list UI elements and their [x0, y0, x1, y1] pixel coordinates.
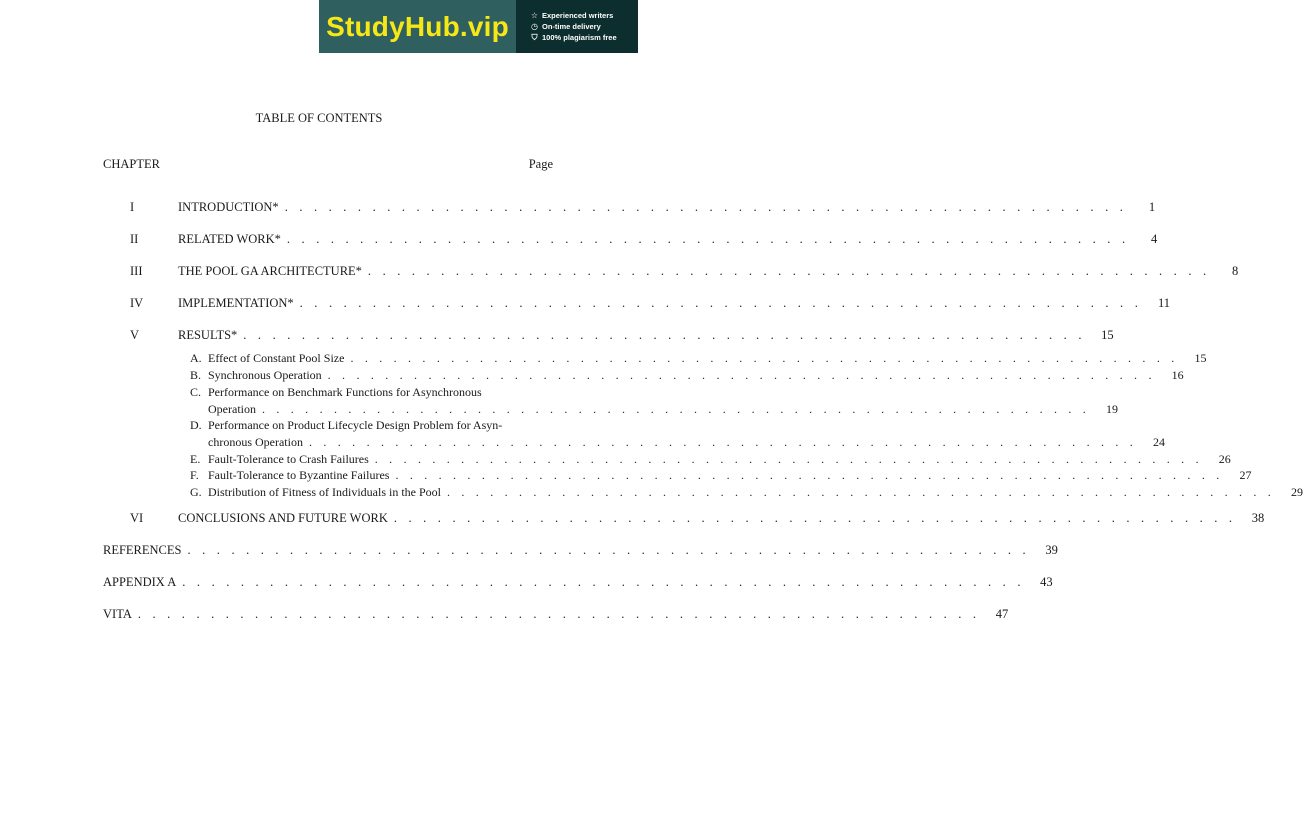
- chapter-number: II: [130, 232, 139, 246]
- entry-title: APPENDIX A: [103, 575, 177, 589]
- section-letter: F.: [190, 468, 199, 482]
- entry-title: Performance on Product Lifecycle Design Problem for Asyn-: [208, 418, 503, 432]
- page-number: 11: [1157, 296, 1171, 310]
- entry-title: REFERENCES: [103, 543, 182, 557]
- dot-leader: . . . . . . . . . . . . . . . . . . . . . . . . . . . . . . . . . . . . . . . . . . . . . . . . . . . . . . . . . .: [243, 328, 1086, 342]
- dot-leader: . . . . . . . . . . . . . . . . . . . . . . . . . . . . . . . . . . . . . . . . . . . . . . . . . . . . . . . . . .: [182, 575, 1025, 589]
- toc-entry[interactable]: [103, 199, 1156, 215]
- section-letter: E.: [190, 452, 201, 466]
- page-title: TABLE OF CONTENTS: [255, 111, 383, 125]
- feature-list: [516, 0, 638, 53]
- chapter-column-header: CHAPTER: [103, 157, 160, 171]
- toc-entry[interactable]: [103, 510, 1265, 526]
- toc-subentry[interactable]: [190, 350, 1207, 366]
- toc-subentry[interactable]: [190, 484, 1303, 500]
- page-number: 39: [1045, 543, 1058, 557]
- toc-entry[interactable]: [103, 295, 1171, 311]
- toc-subentry[interactable]: [190, 384, 553, 400]
- page-number: 38: [1251, 511, 1265, 525]
- toc-entry[interactable]: [103, 542, 1058, 558]
- toc-subentry-continued[interactable]: [190, 434, 1165, 450]
- clock-icon: ◷: [531, 21, 538, 31]
- dot-leader: . . . . . . . . . . . . . . . . . . . . . . . . . . . . . . . . . . . . . . . . . . . . . . . . . . . . . . . . . .: [393, 511, 1237, 525]
- feature-item: [530, 33, 638, 43]
- section-letter: C.: [190, 385, 202, 399]
- page-number: 15: [1194, 351, 1207, 365]
- page-number: 8: [1232, 264, 1239, 278]
- page-column-header: Page: [528, 157, 553, 171]
- entry-title: Effect of Constant Pool Size: [208, 351, 345, 365]
- page-number: 19: [1105, 402, 1118, 416]
- ad-banner[interactable]: [319, 0, 638, 53]
- entry-title: IMPLEMENTATION*: [178, 296, 294, 310]
- toc-entry[interactable]: [103, 231, 1158, 247]
- toc-subentry[interactable]: [190, 467, 1252, 483]
- entry-title: Performance on Benchmark Functions for Asynchronous: [208, 385, 482, 399]
- feature-item: [530, 22, 638, 31]
- toc-entry[interactable]: [103, 327, 1114, 343]
- feature-item: [530, 11, 638, 20]
- toc-entry[interactable]: [103, 574, 1053, 590]
- toc-subentry-continued[interactable]: [190, 401, 1118, 417]
- dot-leader: . . . . . . . . . . . . . . . . . . . . . . . . . . . . . . . . . . . . . . . . . . . . . . . . . . . . . . . . . .: [327, 368, 1156, 382]
- entry-title: RELATED WORK*: [178, 232, 281, 246]
- toc-subentry[interactable]: [190, 367, 1184, 383]
- entry-title-continued: chronous Operation: [208, 435, 303, 449]
- entry-title: Synchronous Operation: [208, 368, 322, 382]
- toc-entry[interactable]: [103, 263, 1239, 279]
- page-number: 43: [1040, 575, 1053, 589]
- dot-leader: . . . . . . . . . . . . . . . . . . . . . . . . . . . . . . . . . . . . . . . . . . . . . . . . . . . . . . . . . .: [261, 402, 1090, 416]
- page-number: 15: [1101, 328, 1114, 342]
- page-number: 29: [1291, 485, 1303, 499]
- chapter-number: I: [130, 200, 135, 214]
- page-number: 26: [1218, 452, 1231, 466]
- dot-leader: . . . . . . . . . . . . . . . . . . . . . . . . . . . . . . . . . . . . . . . . . . . . . . . . . . . . . . . . . .: [137, 607, 981, 621]
- section-letter: A.: [190, 351, 202, 365]
- page-number: 4: [1151, 232, 1158, 246]
- section-letter: G.: [190, 485, 202, 499]
- star-icon: ☆: [530, 10, 539, 20]
- chapter-number: V: [130, 328, 140, 342]
- feature-text: On-time delivery: [542, 21, 601, 31]
- dot-leader: . . . . . . . . . . . . . . . . . . . . . . . . . . . . . . . . . . . . . . . . . . . . . . . . . . . . . . . . . .: [395, 468, 1224, 482]
- entry-title: Distribution of Fitness of Individuals in the Pool: [208, 485, 441, 499]
- entry-title: Fault-Tolerance to Byzantine Failures: [208, 468, 390, 482]
- dot-leader: . . . . . . . . . . . . . . . . . . . . . . . . . . . . . . . . . . . . . . . . . . . . . . . . . . . . . . . . . .: [284, 200, 1128, 214]
- dot-leader: . . . . . . . . . . . . . . . . . . . . . . . . . . . . . . . . . . . . . . . . . . . . . . . . . . . . . . . . . .: [350, 351, 1179, 365]
- toc-subentry[interactable]: [190, 417, 553, 433]
- shield-check-icon: ⛉: [531, 32, 538, 42]
- dot-leader: . . . . . . . . . . . . . . . . . . . . . . . . . . . . . . . . . . . . . . . . . . . . . . . . . . . . . . . . . .: [286, 232, 1130, 246]
- dot-leader: . . . . . . . . . . . . . . . . . . . . . . . . . . . . . . . . . . . . . . . . . . . . . . . . . . . . . . . . . .: [367, 264, 1211, 278]
- entry-title: RESULTS*: [178, 328, 238, 342]
- page-number: 16: [1171, 368, 1184, 382]
- entry-title: Fault-Tolerance to Crash Failures: [208, 452, 369, 466]
- chapter-number: VI: [130, 511, 144, 525]
- page-number: 47: [995, 607, 1009, 621]
- dot-leader: . . . . . . . . . . . . . . . . . . . . . . . . . . . . . . . . . . . . . . . . . . . . . . . . . . . . . . . . . .: [374, 452, 1203, 466]
- page-number: 27: [1239, 468, 1252, 482]
- toc-subentry[interactable]: [190, 451, 1231, 467]
- entry-title: INTRODUCTION*: [178, 200, 279, 214]
- entry-title: THE POOL GA ARCHITECTURE*: [178, 264, 362, 278]
- dot-leader: . . . . . . . . . . . . . . . . . . . . . . . . . . . . . . . . . . . . . . . . . . . . . . . . . . . . . . . . . .: [299, 296, 1143, 310]
- entry-title: VITA: [103, 607, 132, 621]
- dot-leader: . . . . . . . . . . . . . . . . . . . . . . . . . . . . . . . . . . . . . . . . . . . . . . . . . . . . . . . . . .: [187, 543, 1030, 557]
- page-number: 1: [1148, 200, 1156, 214]
- toc-entry[interactable]: [103, 606, 1009, 622]
- chapter-number: III: [130, 264, 143, 278]
- page-number: 24: [1152, 435, 1165, 449]
- entry-title: CONCLUSIONS AND FUTURE WORK: [178, 511, 388, 525]
- feature-text: Experienced writers: [542, 10, 614, 20]
- dot-leader: . . . . . . . . . . . . . . . . . . . . . . . . . . . . . . . . . . . . . . . . . . . . . . . . . . . . . . . . . .: [447, 485, 1275, 499]
- feature-text: 100% plagiarism free: [542, 33, 617, 42]
- section-letter: B.: [190, 368, 202, 382]
- entry-title-continued: Operation: [208, 402, 256, 416]
- dot-leader: . . . . . . . . . . . . . . . . . . . . . . . . . . . . . . . . . . . . . . . . . . . . . . . . . . . . . . . . . .: [308, 435, 1137, 449]
- section-letter: D.: [190, 418, 202, 432]
- chapter-number: IV: [130, 296, 144, 310]
- brand-logo: StudyHub.vip: [319, 0, 516, 53]
